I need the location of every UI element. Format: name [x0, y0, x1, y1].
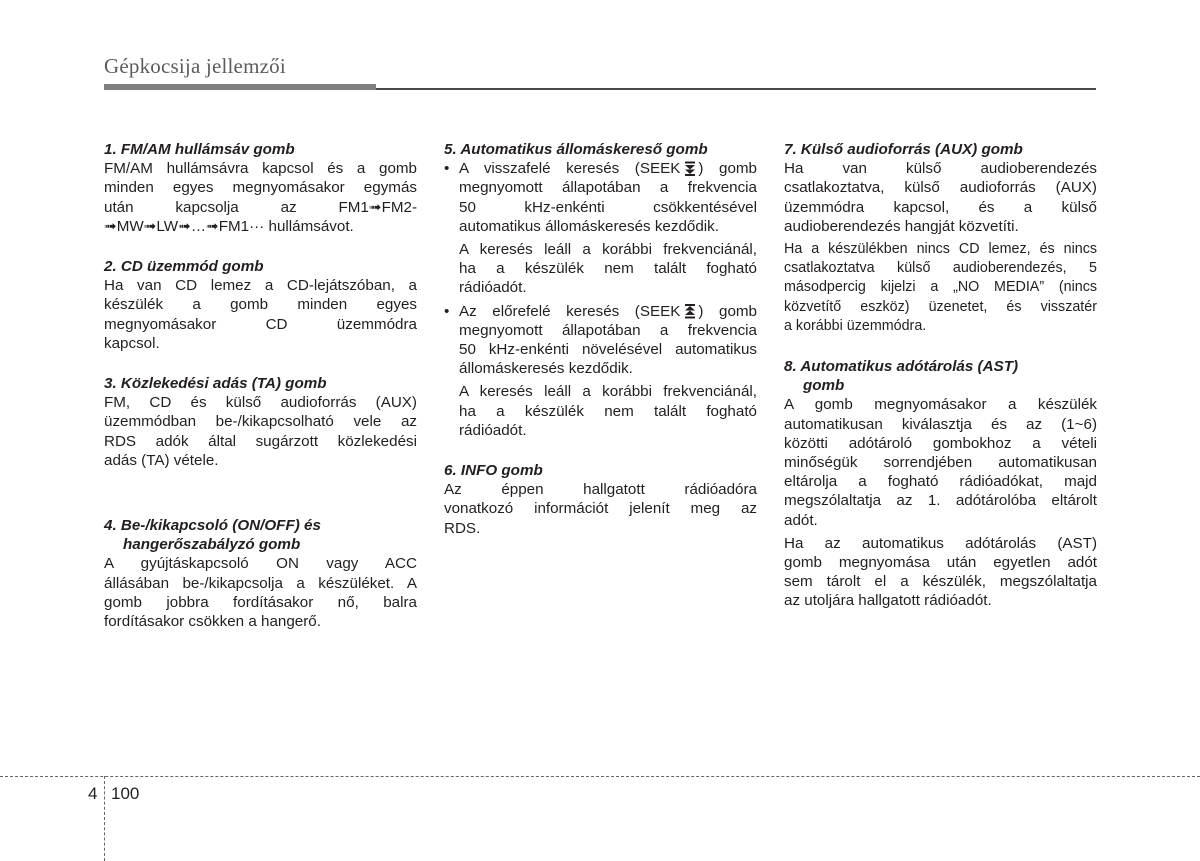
text-line: után kapcsolja az FM1➟FM2- — [104, 198, 417, 216]
text-line: fordításakor csökken a hangerő. — [104, 613, 321, 631]
section-title-line: hangerőszabályzó gomb — [123, 536, 301, 554]
text-line: a korábbi üzemmódra. — [784, 317, 927, 334]
section-title-info: 6. INFO gomb — [444, 462, 543, 480]
text-line: kapcsol. — [104, 334, 160, 352]
text-line: üzemmódra kapcsol, és a külső — [784, 198, 1097, 216]
text-line: ha a készülék nem talált fogható — [459, 260, 757, 278]
text-line: Ha van külső audioberendezés — [784, 160, 1097, 178]
sub-paragraph — [444, 382, 757, 440]
text-line: automatikus állomáskeresés kezdődik. — [459, 217, 719, 235]
text-line: Ha az automatikus adótárolás (AST) — [784, 534, 1097, 552]
section-title-fm-am: 1. FM/AM hullámsáv gomb — [104, 141, 295, 158]
text-line: megnyomásakor CD üzemmódra — [104, 315, 417, 333]
spacer — [444, 440, 757, 461]
spacer — [104, 353, 417, 374]
text-line: Ha van CD lemez a CD-lejátszóban, a — [104, 277, 417, 295]
text-line: csatlakoztatva külső audioberendezés, 5 — [784, 260, 1097, 277]
text-line: rádióadót. — [459, 279, 527, 297]
column-1 — [104, 140, 417, 631]
text-fragment: Az előrefelé keresés (SEEK — [459, 302, 681, 320]
column-2 — [444, 140, 757, 538]
spacer — [104, 236, 417, 257]
spacer — [104, 470, 417, 516]
header-rule-thick — [104, 84, 376, 90]
text-line: A keresés leáll a korábbi frekvenciánál, — [459, 383, 757, 401]
chapter-number: 4 — [88, 784, 98, 803]
list-item — [444, 159, 757, 236]
text-line: csatlakoztatva, külső audioforrás (AUX) — [784, 179, 1097, 197]
text-line: adót. — [784, 511, 818, 529]
text-line: RDS adók által sugárzott közlekedési — [104, 432, 417, 450]
text-line: állásában be-/kikapcsolja a készüléket. A — [104, 574, 417, 592]
text-line: adás (TA) vétele. — [104, 451, 219, 469]
text-line: minden egyes megnyomásakor egymás — [104, 179, 417, 197]
text-line: sem tárolt el a készülék, megszólaltatja — [784, 573, 1097, 591]
text-line: másodpercig kijelzi a „NO MEDIA” (nincs — [784, 279, 1097, 296]
section-title-line: 4. Be-/kikapcsoló (ON/OFF) és — [104, 517, 321, 535]
text-line: FM, CD és külső audioforrás (AUX) — [104, 394, 417, 412]
footer-rule — [0, 776, 1200, 777]
text-line: közötti adótároló gombokhoz a vételi — [784, 434, 1097, 452]
section-title-line: gomb — [803, 377, 845, 395]
text-line — [459, 302, 757, 321]
section-title-on-off — [104, 516, 417, 554]
text-line: gomb jobbra fordításakor nő, balra — [104, 593, 417, 611]
seek-up-icon — [684, 304, 696, 319]
text-line: rádióadót. — [459, 421, 527, 439]
page-title: Gépkocsija jellemzői — [104, 54, 286, 78]
text-line: megnyomott állapotában a frekvencia — [459, 321, 757, 339]
section-title-seek: 5. Automatikus állomáskereső gomb — [444, 141, 708, 158]
text-line: RDS. — [444, 519, 481, 537]
text-line: vonatkozó információt jelenít meg az — [444, 500, 757, 518]
section-title-line: 8. Automatikus adótárolás (AST) — [784, 358, 1019, 376]
text-line: A keresés leáll a korábbi frekvenciánál, — [459, 241, 757, 259]
sub-paragraph — [444, 240, 757, 298]
text-line: Ha a készülékben nincs CD lemez, és nincs — [784, 241, 1097, 258]
text-line: automatikusan kiválasztja és az (1~6) — [784, 415, 1097, 433]
text-line: ➟MW➟LW➟…➟FM1··· hullámsávot. — [104, 217, 354, 235]
bullet-icon: • — [444, 160, 450, 178]
text-line: megnyomott állapotában a frekvencia — [459, 179, 757, 197]
text-line: az utoljára hallgatott rádióadót. — [784, 592, 992, 610]
footer-vertical-rule — [104, 776, 105, 861]
section-title-ast — [784, 357, 1097, 395]
text-line: 50 kHz-enkénti csökkentésével — [459, 198, 757, 216]
text-line: A gomb megnyomásakor a készülék — [784, 396, 1097, 414]
header-rule-thin — [376, 88, 1096, 90]
section-title-ta: 3. Közlekedési adás (TA) gomb — [104, 375, 327, 393]
section-title-cd: 2. CD üzemmód gomb — [104, 258, 264, 276]
text-line: megszólaltatja az 1. adótárolóba eltárolt — [784, 492, 1097, 510]
text-line: eltárolja a fogható rádióadókat, majd — [784, 473, 1097, 491]
text-fragment: ) gomb — [698, 302, 757, 320]
text-line: készülék a gomb minden egyes — [104, 296, 417, 314]
seek-down-icon — [684, 161, 696, 176]
text-fragment: ) gomb — [698, 160, 757, 178]
text-line — [459, 159, 757, 178]
text-line: közvetítő eszköz) üzenetet, és visszatér — [784, 298, 1097, 315]
text-line: állomáskeresés kezdődik. — [459, 360, 633, 378]
spacer — [784, 336, 1097, 357]
text-line: FM/AM hullámsávra kapcsol és a gomb — [104, 160, 417, 178]
text-line: üzemmódban be-/kikapcsolható vele az — [104, 413, 417, 431]
page-number: 100 — [111, 784, 140, 803]
text-fragment: A visszafelé keresés (SEEK — [459, 160, 681, 178]
text-line: minőségük sorrendjében automatikusan — [784, 454, 1097, 472]
section-title-aux: 7. Külső audioforrás (AUX) gomb — [784, 141, 1023, 158]
text-line: audioberendezés hangját közvetíti. — [784, 217, 1019, 235]
list-item — [444, 302, 757, 379]
column-3 — [784, 140, 1097, 611]
paragraph-ast-empty — [784, 534, 1097, 611]
text-line: gomb megnyomása után egyetlen adót — [784, 554, 1097, 572]
bullet-icon: • — [444, 302, 450, 320]
paragraph-no-media — [784, 240, 1097, 336]
text-line: Az éppen hallgatott rádióadóra — [444, 481, 757, 499]
text-line: ha a készülék nem talált fogható — [459, 402, 757, 420]
text-line: A gyújtáskapcsoló ON vagy ACC — [104, 555, 417, 573]
text-line: 50 kHz-enkénti növelésével automatikus — [459, 341, 757, 359]
